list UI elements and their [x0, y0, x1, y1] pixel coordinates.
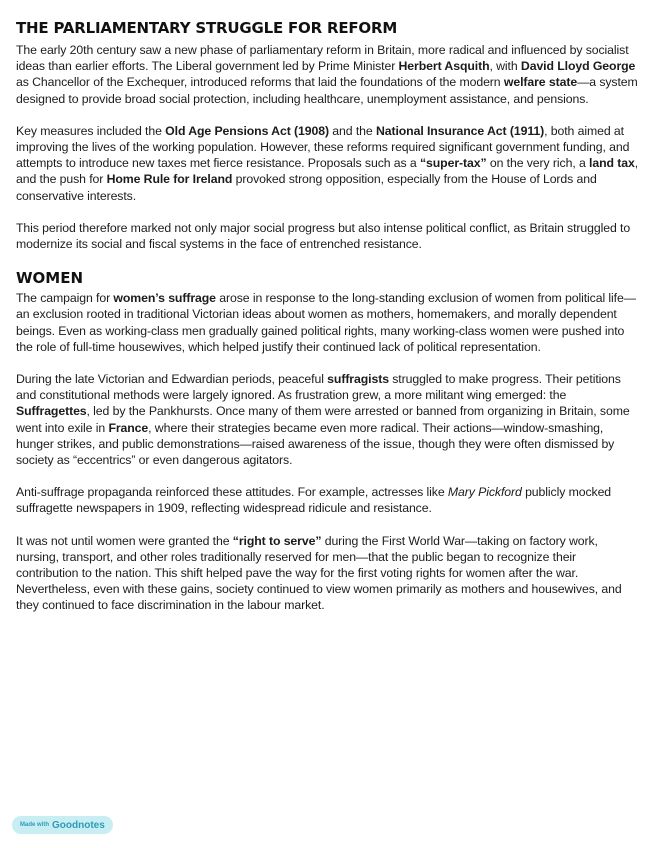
bold-term: National Insurance Act (1911) — [375, 123, 545, 138]
bold-term: Herbert Asquith — [398, 59, 490, 74]
bold-term: welfare state — [503, 75, 578, 90]
text-run: publicly mocked suffragette newspapers in 1909, reflecting widespread ridicule and resistance. — [16, 485, 612, 516]
bold-term: “right to serve” — [232, 533, 322, 548]
text-run: provoked strong opposition, especially from the House of Lords and conservative interests. — [16, 172, 597, 203]
badge-prefix: Made with — [20, 822, 50, 828]
text-run: Anti-suffrage propaganda reinforced these attitudes. For example, actresses like — [16, 485, 448, 500]
paragraph — [16, 123, 640, 204]
text-run: during the First World War—taking on factory work, nursing, transport, and other roles traditionally reserved for men—that the public began to recognize their contribution to the nation. This shift helped pave the way for the first voting rights for women after the war. Nevertheless, even with these gains, society continued to view women primarily as mothers and housewives, and they continued to face discrimination in the labour market. — [16, 533, 622, 613]
bold-term: Suffragettes — [16, 404, 87, 419]
bold-term: “super-tax” — [419, 156, 487, 171]
paragraph — [16, 220, 640, 252]
paragraph — [16, 290, 640, 355]
text-run: arose in response to the long-standing exclusion of women from political life—an exclusion rooted in traditional Victorian ideas about women as mothers, homemakers, and morally dependent beings. Even as working-class men gradually gained political rights, many working-class women were pushed into the role of full-time housewives, which helped justify their continued lack of political representation. — [16, 291, 636, 354]
section-women — [16, 290, 640, 613]
text-run: , both aimed at improving the lives of the working population. However, these reforms required significant government funding, and attempts to introduce new taxes met fierce resistance. Proposals such as a — [16, 123, 630, 171]
section-reform — [16, 42, 640, 252]
text-run: on the very rich, a — [486, 156, 590, 171]
text-run: , and the push for — [16, 156, 639, 187]
bold-term: David Lloyd George — [520, 59, 636, 74]
bold-term: Old Age Pensions Act (1908) — [165, 123, 329, 138]
badge-brand: Goodnotes — [52, 819, 105, 831]
text-run: Key measures included the — [16, 123, 166, 138]
paragraph — [16, 371, 640, 468]
document-page — [16, 18, 640, 630]
text-run: , where their strategies became even more radical. Their actions—window-smashing, hunger strikes, and public demonstrations—raised awareness of the issue, though they were often dismissed by society as “eccentrics” or even dangerous agitators. — [16, 420, 615, 468]
paragraph — [16, 533, 640, 614]
text-run: It was not until women were granted the — [16, 533, 233, 548]
bold-term: women’s suffrage — [113, 291, 216, 306]
bold-term: France — [108, 420, 149, 435]
text-run: —a system designed to provide broad social protection, including healthcare, unemployment assistance, and pensions. — [16, 75, 638, 106]
text-run: as Chancellor of the Exchequer, introduced reforms that laid the foundations of the modern — [16, 75, 504, 90]
paragraph — [16, 484, 640, 516]
text-run: The campaign for — [16, 291, 114, 306]
text-run: During the late Victorian and Edwardian periods, peaceful — [16, 372, 328, 387]
text-run: , led by the Pankhursts. Once many of them were arrested or banned from organizing in Britain, some went into exile in — [16, 404, 630, 435]
heading-parliamentary-struggle: THE PARLIAMENTARY STRUGGLE FOR REFORM — [16, 19, 398, 37]
made-with-goodnotes-badge[interactable] — [12, 816, 113, 834]
text-run: , with — [489, 59, 521, 74]
text-run: This period therefore marked not only major social progress but also intense political conflict, as Britain struggled to modernize its social and fiscal systems in the face of entrenched resistance. — [16, 220, 631, 252]
bold-term: Home Rule for Ireland — [106, 172, 233, 187]
text-run: The early 20th century saw a new phase of parliamentary reform in Britain, more radical and influenced by socialist ideas than earlier efforts. The Liberal government led by Prime Minister — [16, 43, 629, 74]
heading-women: WOMEN — [16, 269, 84, 288]
paragraph — [16, 42, 640, 107]
italic-term: Mary Pickford — [447, 485, 522, 500]
text-run: and the — [328, 123, 376, 138]
bold-term: suffragists — [327, 372, 389, 387]
text-run: struggled to make progress. Their petitions and constitutional methods were largely ignored. As frustration grew, a more militant wing emerged: the — [16, 372, 621, 403]
bold-term: land tax — [589, 156, 635, 171]
